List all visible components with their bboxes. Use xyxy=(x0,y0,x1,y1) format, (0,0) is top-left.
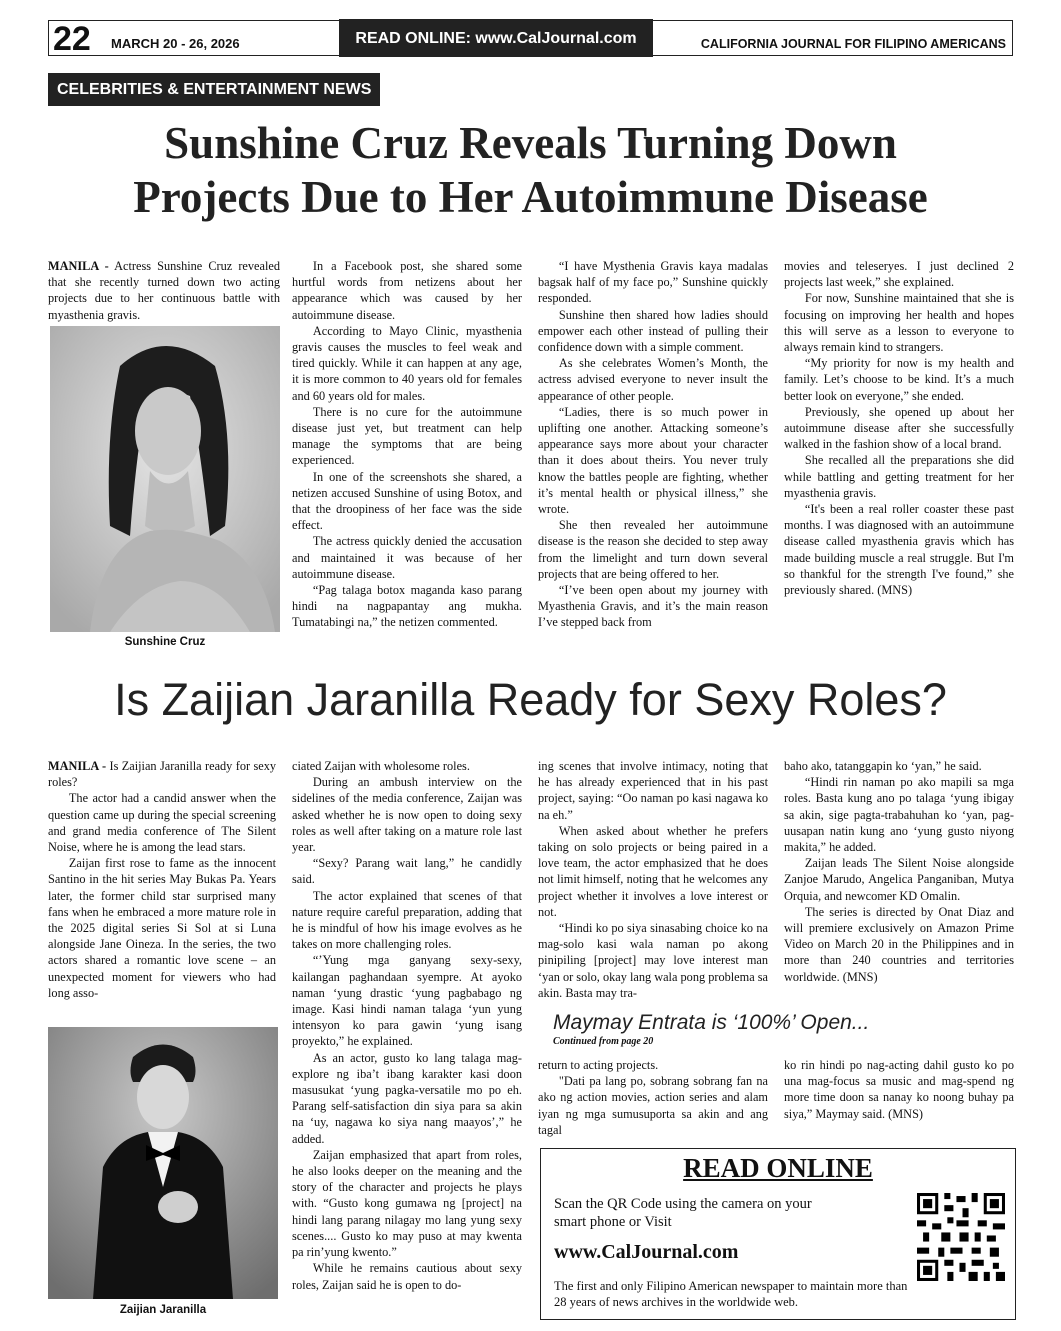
read-online-footer: The first and only Filipino American newspaper to maintain more than 28 years of news archives in the worldwide web. xyxy=(554,1279,908,1309)
article2-paragraph: “Hindi rin naman po ako mapili sa mga roles. Basta kung ano po talaga ‘yung ibigay sa akin, sige pagta-trabahuhan ko ‘yan, pag-uusapan natin kung ano ‘yung gusto niyong makita,” he added. xyxy=(784,775,1014,855)
article1-paragraph: There is no cure for the autoimmune disease just yet, but treatment can help manage the symptoms that are being experienced. xyxy=(292,404,522,468)
article2-dateline: MANILA - xyxy=(48,759,107,773)
issue-date: MARCH 20 - 26, 2026 xyxy=(111,36,240,51)
article2-paragraph: Is Zaijian Jaranilla ready for sexy roles? xyxy=(48,759,277,790)
article1-col1 xyxy=(48,258,280,323)
read-online-banner[interactable]: READ ONLINE: www.CalJournal.com xyxy=(339,19,653,57)
article1-paragraph: Previously, she opened up about her autoimmune disease after she successfully walked in the fashion show of a local brand. xyxy=(784,404,1014,452)
article2-paragraph: The actor had a candid answer when the question came up during the special screening and grand media conference of The Silent Noise, where he is among the lead stars. xyxy=(48,791,276,855)
article2-paragraph: “Hindi ko po siya sinasabing choice ko na mag-solo kasi wala naman po akong pinipiling [project] may love interest man ‘yan or solo, okay lang wala pong problema sa akin. Basta may tra- xyxy=(538,921,768,1000)
article3-headline: Maymay Entrata is ‘100%’ Open... xyxy=(553,1011,870,1034)
sunshine-cruz-photo xyxy=(50,326,280,632)
article2-paragraph: baho ako, tatanggapin ko ‘yan,” he said. xyxy=(784,759,982,773)
article1-paragraph: “My priority for now is my health and family. Let’s choose to be kind. It’s a much better look on everyone,” she ended. xyxy=(784,356,1014,403)
article2-paragraph: The actor explained that scenes of that nature require careful preparation, adding that he is mindful of how his image evolves as he takes on more challenging roles. xyxy=(292,888,522,952)
article1-paragraph: movies and teleseryes. I just declined 2 projects last week,” she explained. xyxy=(784,259,1014,290)
article3-paragraph: ko rin hindi po nag-acting dahil gusto ko po una mag-focus sa music and mag-spend ng more time doon sa nanay ko noong buhay pa siya,” Maymay said. (MNS) xyxy=(784,1058,1014,1121)
article1-headline-line2: Projects Due to Her Autoimmune Disease xyxy=(133,172,928,222)
page-number: 22 xyxy=(53,20,91,58)
read-online-box xyxy=(540,1148,1016,1320)
article2-headline: Is Zaijian Jaranilla Ready for Sexy Roles? xyxy=(114,674,947,725)
article1-paragraph: She then revealed her autoimmune disease is the reason she decided to step away from the limelight and turn down several projects that are being offered to her. xyxy=(538,518,768,581)
article3-col1 xyxy=(538,1057,768,1138)
article3-col2 xyxy=(784,1057,1014,1122)
article3-paragraph: "Dati pa lang po, sobrang sobrang fan na ako ng action movies, action series and alam iyan ng mga sumusuporta sa akin and ang tagal xyxy=(538,1074,768,1137)
article1-photo-caption: Sunshine Cruz xyxy=(124,636,206,648)
portrait-image xyxy=(50,326,280,632)
publication-name: CALIFORNIA JOURNAL FOR FILIPINO AMERICANS xyxy=(700,37,1006,51)
continued-note: Continued from page 20 xyxy=(553,1036,654,1047)
article2-paragraph: “’Yung mga ganyang sexy-sexy, kailangan paghandaan syempre. At ayoko naman ‘yung drastic ‘yung pagbabago ng image. Kasi hindi naman talaga ‘yun yung intensyon ko para gawin ‘yung isang proyekto,” he explained. xyxy=(292,953,522,1049)
article2-paragraph: While he remains cautious about sexy roles, Zaijan said he is open to do- xyxy=(292,1261,522,1292)
article1-paragraph: “I’ve been open about my journey with Myasthenia Gravis, and it’s the main reason I’ve stepped back from xyxy=(538,583,768,630)
website-link[interactable]: www.CalJournal.com xyxy=(554,1241,739,1263)
article1-col4 xyxy=(784,258,1014,598)
article1-paragraph: As she celebrates Women’s Month, the actress advised everyone to never insult the appearance of other people. xyxy=(538,356,768,403)
article1-headline xyxy=(48,116,1013,224)
article2-paragraph: ciated Zaijan with wholesome roles. xyxy=(292,759,470,773)
masthead xyxy=(48,20,1013,56)
article2-paragraph: Zaijan emphasized that apart from roles, he also looks deeper on the meaning and the story of the character and projects he plays with. “Gusto kong gumawa ng [project] na hindi lang parang nilagay mo lang yung sexy scenes.... Gusto ko may puso at may kwenta pa rin’yung kwento.” xyxy=(292,1147,522,1260)
article2-paragraph: Zaijan first rose to fame as the innocent Santino in the hit series May Bukas Pa. Years later, the former child star surprised many fans when he embraced a more mature role in the 2025 digital series Si Sol at si Luna alongside Jane Oineza. In the series, the two actors shared a romantic love scene – an unexpected moment for viewers who had long asso- xyxy=(48,856,276,1000)
article1-dateline: MANILA - xyxy=(48,259,109,273)
article1-paragraph: “Pag talaga botox maganda kaso parang hindi na nagpapantay ang mukha. Tumatabingi na,” the netizen commented. xyxy=(292,583,522,630)
article2-paragraph: ing scenes that involve intimacy, noting that he has already experienced that in his past project, saying: “Oo naman po kasi nagawa ko na eh.” xyxy=(538,759,768,822)
scan-instructions: Scan the QR Code using the camera on your smart phone or Visit xyxy=(554,1196,812,1230)
article2-paragraph: During an ambush interview on the sidelines of the media conference, Zaijan was asked whether he is now open to doing sexy roles as well after taking on a mature role last year. xyxy=(292,775,522,855)
article1-col3 xyxy=(538,258,768,631)
article1-paragraph: According to Mayo Clinic, myasthenia gravis causes the muscles to feel weak and tired quickly. While it can happen at any age, it is more common to 40 years old for females and 60 years old for males. xyxy=(292,323,522,403)
qr-code-icon[interactable] xyxy=(917,1193,1005,1281)
article2-col2 xyxy=(292,758,522,1293)
article1-paragraph: Actress Sunshine Cruz revealed that she recently turned down two acting projects due to her continuous battle with myasthenia gravis. xyxy=(48,259,280,322)
article2-paragraph: “Sexy? Parang wait lang,” he candidly said. xyxy=(292,856,522,887)
article2-paragraph: When asked about whether he prefers taking on solo projects or being paired in a love team, the actor emphasized that he does not limit himself, noting that he welcomes any project whether it involves a love interest or not. xyxy=(538,823,768,919)
article1-paragraph: In one of the screenshots she shared, a netizen accused Sunshine of using Botox, and that the droopiness of her face was the side effect. xyxy=(292,469,522,533)
article2-photo-caption: Zaijian Jaranilla xyxy=(119,1304,207,1316)
section-tag: CELEBRITIES & ENTERTAINMENT NEWS xyxy=(48,73,380,106)
article2-col1 xyxy=(48,758,276,1001)
article1-paragraph: Sunshine then shared how ladies should empower each other instead of pulling their confidence down with a simple comment. xyxy=(538,307,768,355)
article1-paragraph: She recalled all the preparations she did while battling and getting treatment for her myasthenia gravis. xyxy=(784,453,1014,500)
article1-paragraph: The actress quickly denied the accusation and maintained it was because of her autoimmune disease. xyxy=(292,534,522,581)
article2-col4 xyxy=(784,758,1014,985)
zaijian-jaranilla-photo xyxy=(48,1027,278,1299)
article3-paragraph: return to acting projects. xyxy=(538,1058,659,1072)
read-online-title: READ ONLINE xyxy=(683,1153,873,1183)
article1-paragraph: “Ladies, there is so much power in uplifting one another. Attacking someone’s appearance says more about your character than it does about theirs. You never truly know the battles people are fighting, whether it’s mental health or physical illness,” she wrote. xyxy=(538,404,768,517)
article1-headline-line1: Sunshine Cruz Reveals Turning Down xyxy=(164,118,897,168)
article1-paragraph: “It's been a real roller coaster these past months. I was diagnosed with an autoimmune disease called myasthenia gravis which has made building muscle a real struggle. But I'm so thankful for the strength I've found,” she previously shared. (MNS) xyxy=(784,502,1014,598)
portrait-image xyxy=(48,1027,278,1299)
article2-col3 xyxy=(538,758,768,1001)
article1-col2 xyxy=(292,258,522,631)
article1-paragraph: “I have Mysthenia Gravis kaya madalas bagsak half of my face po,” Sunshine quickly responded. xyxy=(538,259,768,306)
article2-paragraph: The series is directed by Onat Diaz and will premiere exclusively on Amazon Prime Video on March 20 in the Philippines and in more than 240 countries and territories worldwide. (MNS) xyxy=(784,904,1014,984)
article2-paragraph: As an actor, gusto ko lang talaga mag-explore ng iba’t ibang karakter kasi doon masusukat ‘yung pagka-versatile mo po eh. Parang self-satisfaction din siya para sa akin na ‘uy, nagawa ko siya nang maayos’,” he added. xyxy=(292,1050,522,1146)
article1-paragraph: In a Facebook post, she shared some hurtful words from netizens about her appearance which was caused by her autoimmune disease. xyxy=(292,259,522,322)
article1-paragraph: For now, Sunshine maintained that she is focusing on improving her health and hopes this will serve as a lesson to everyone to always remain kind to strangers. xyxy=(784,291,1014,355)
article2-paragraph: Zaijan leads The Silent Noise alongside Zanjoe Marudo, Angelica Panganiban, Mutya Orquia, and newcomer KD Omalin. xyxy=(784,856,1014,903)
